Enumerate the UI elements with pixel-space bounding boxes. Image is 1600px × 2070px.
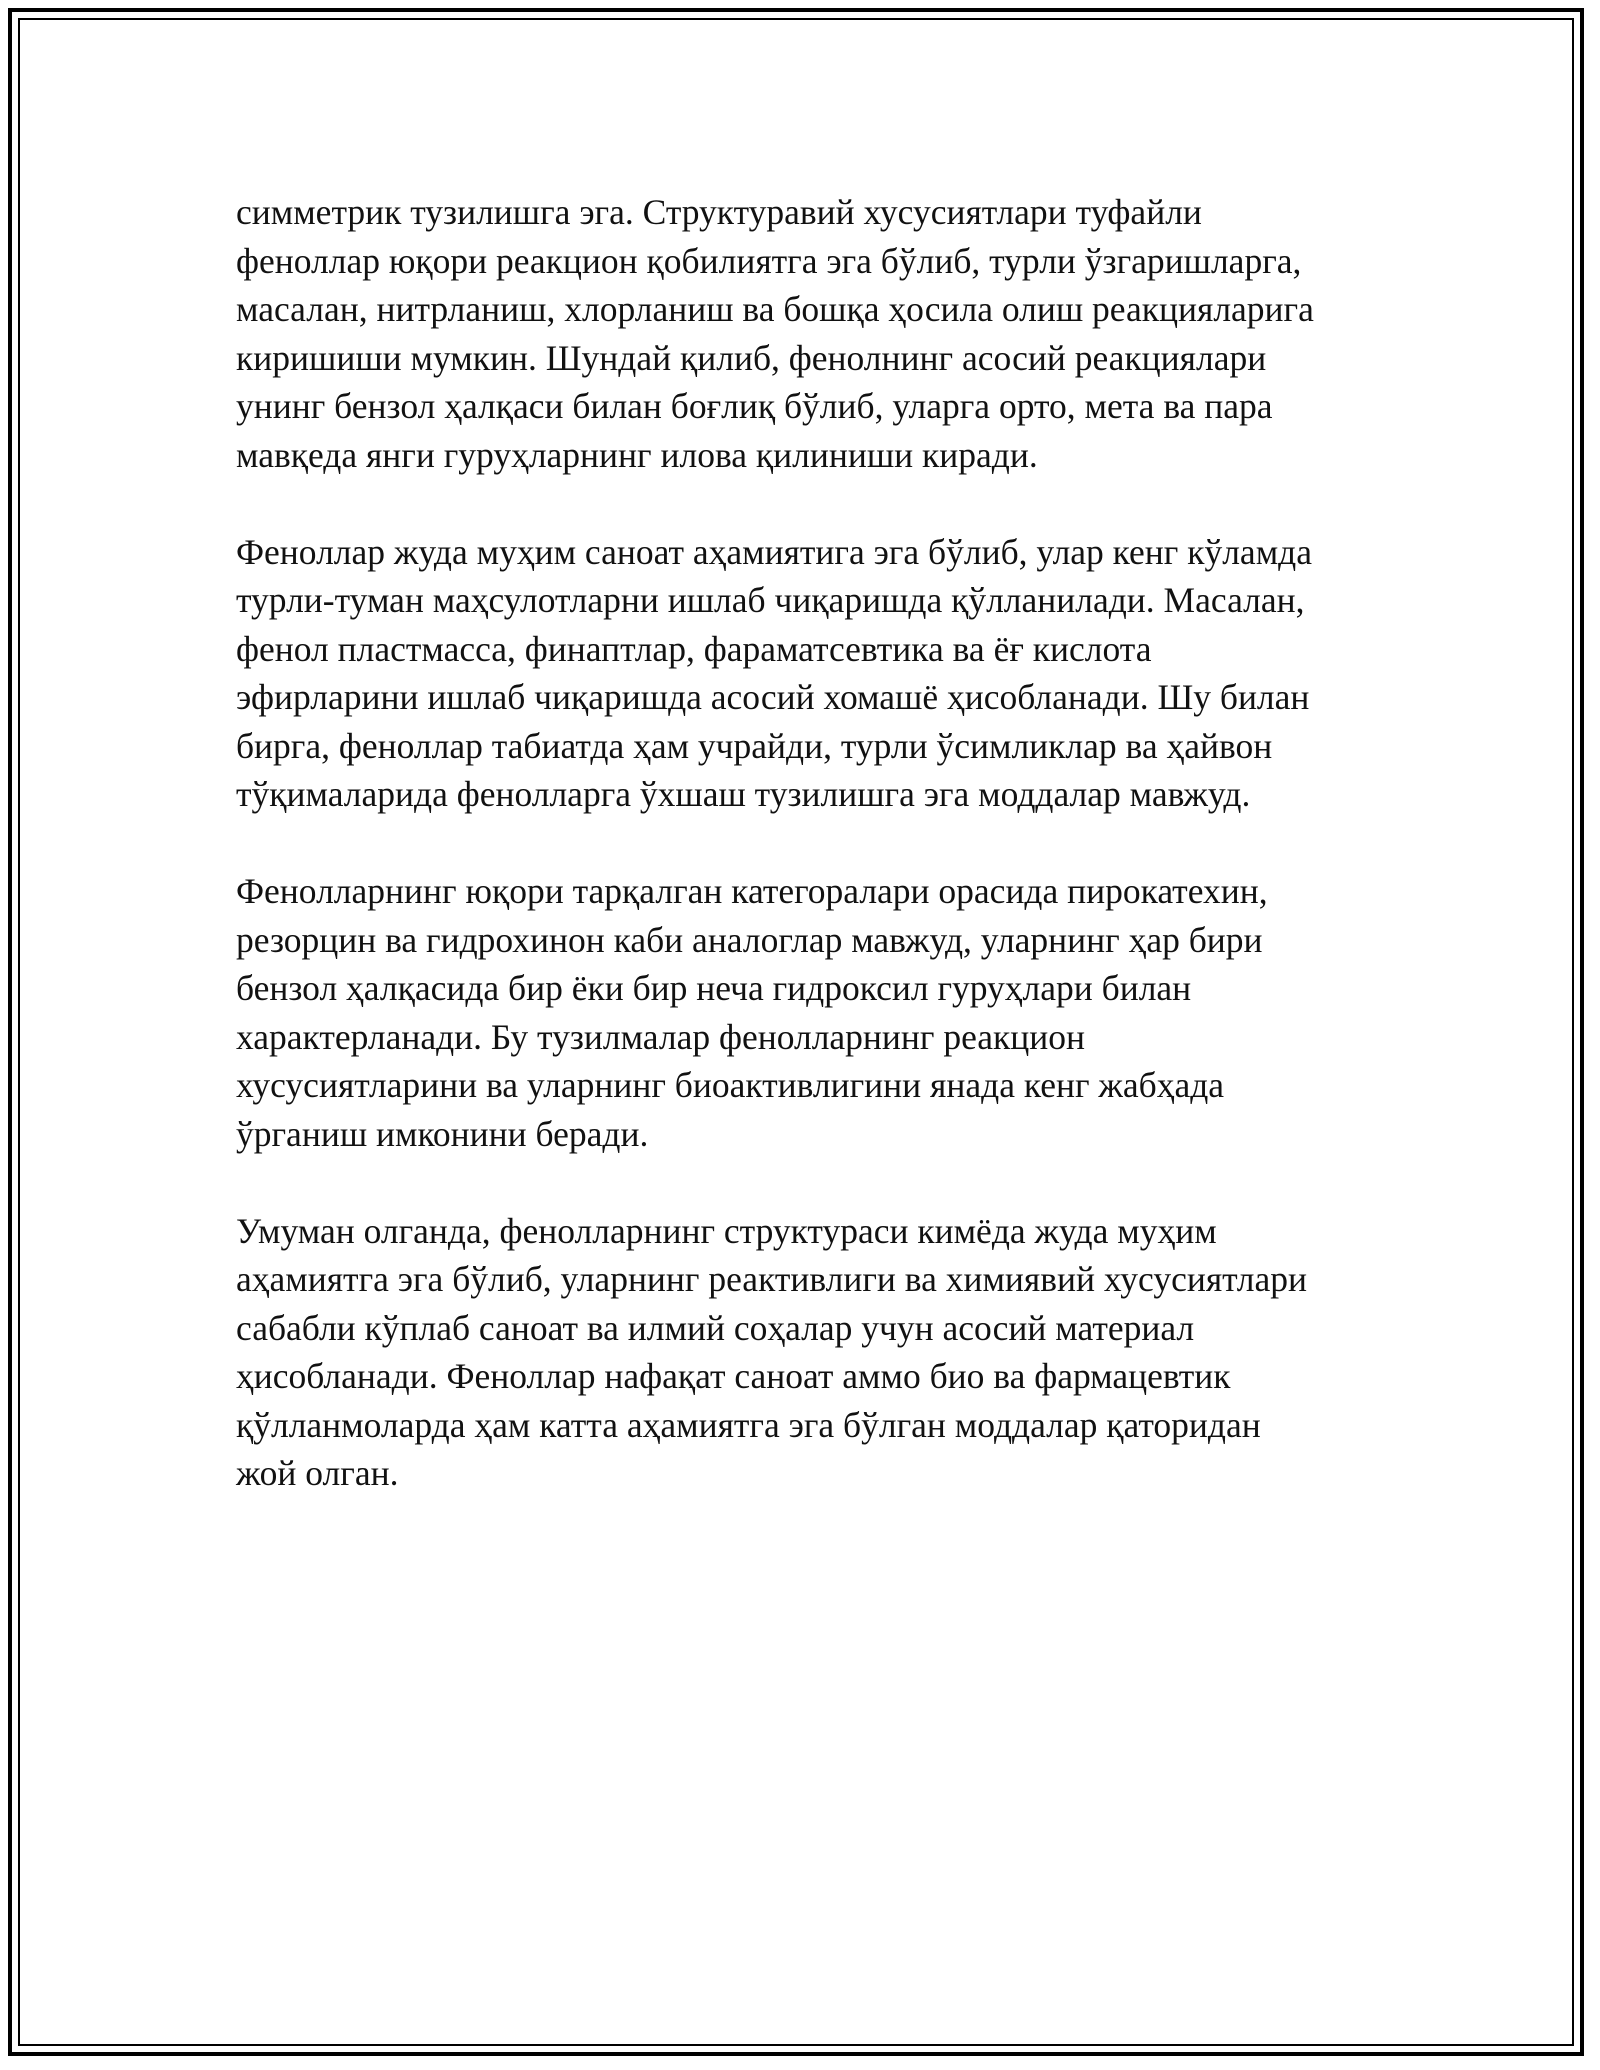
paragraph-4: Умуман олганда, фенолларнинг структураси кимёда жуда муҳим аҳамиятга эга бўлиб, уларнинг реактивлиги ва химиявий хусусиятлари сабабли кўплаб саноат ва илмий соҳалар учун асосий материал ҳисобланади. Феноллар нафақат саноат аммо био ва фармацевтик қўлланмоларда ҳам катта аҳамиятга эга бўлган моддалар қаторидан жой олган. — [236, 1210, 1308, 1493]
document-body — [236, 188, 1376, 1546]
paragraph-1: симметрик тузилишга эга. Структуравий хусусиятлари туфайли феноллар юқори реакцион қобилиятга эга бўлиб, турли ўзгаришларга, масалан, нитрланиш, хлорланиш ва бошқа ҳосила олиш реакцияларига киришиши мумкин. Шундай қилиб, фенолнинг асосий реакциялари унинг бензол ҳалқаси билан боғлиқ бўлиб, уларга орто, мета ва пара мавқеда янги гуруҳларнинг илова қилиниши киради. — [236, 192, 1314, 475]
paragraph-3: Фенолларнинг юқори тарқалган категоралари орасида пирокатехин, резорцин ва гидрохинон каби аналоглар мавжуд, уларнинг ҳар бири бензол ҳалқасида бир ёки бир неча гидроксил гуруҳлари билан характерланади. Бу тузилмалар фенолларнинг реакцион хусусиятларини ва уларнинг биоактивлигини янада кенг жабҳада ўрганиш имконини беради. — [236, 871, 1268, 1154]
paragraph-2: Феноллар жуда муҳим саноат аҳамиятига эга бўлиб, улар кенг кўламда турли-туман маҳсулотларни ишлаб чиқаришда қўлланилади. Масалан, фенол пластмасса, финаптлар, фараматсевтика ва ёғ кислота эфирларини ишлаб чиқаришда асосий хомашё ҳисобланади. Шу билан бирга, феноллар табиатда ҳам учрайди, турли ўсимликлар ва ҳайвон тўқималарида фенолларга ўхшаш тузилишга эга моддалар мавжуд. — [236, 531, 1312, 814]
